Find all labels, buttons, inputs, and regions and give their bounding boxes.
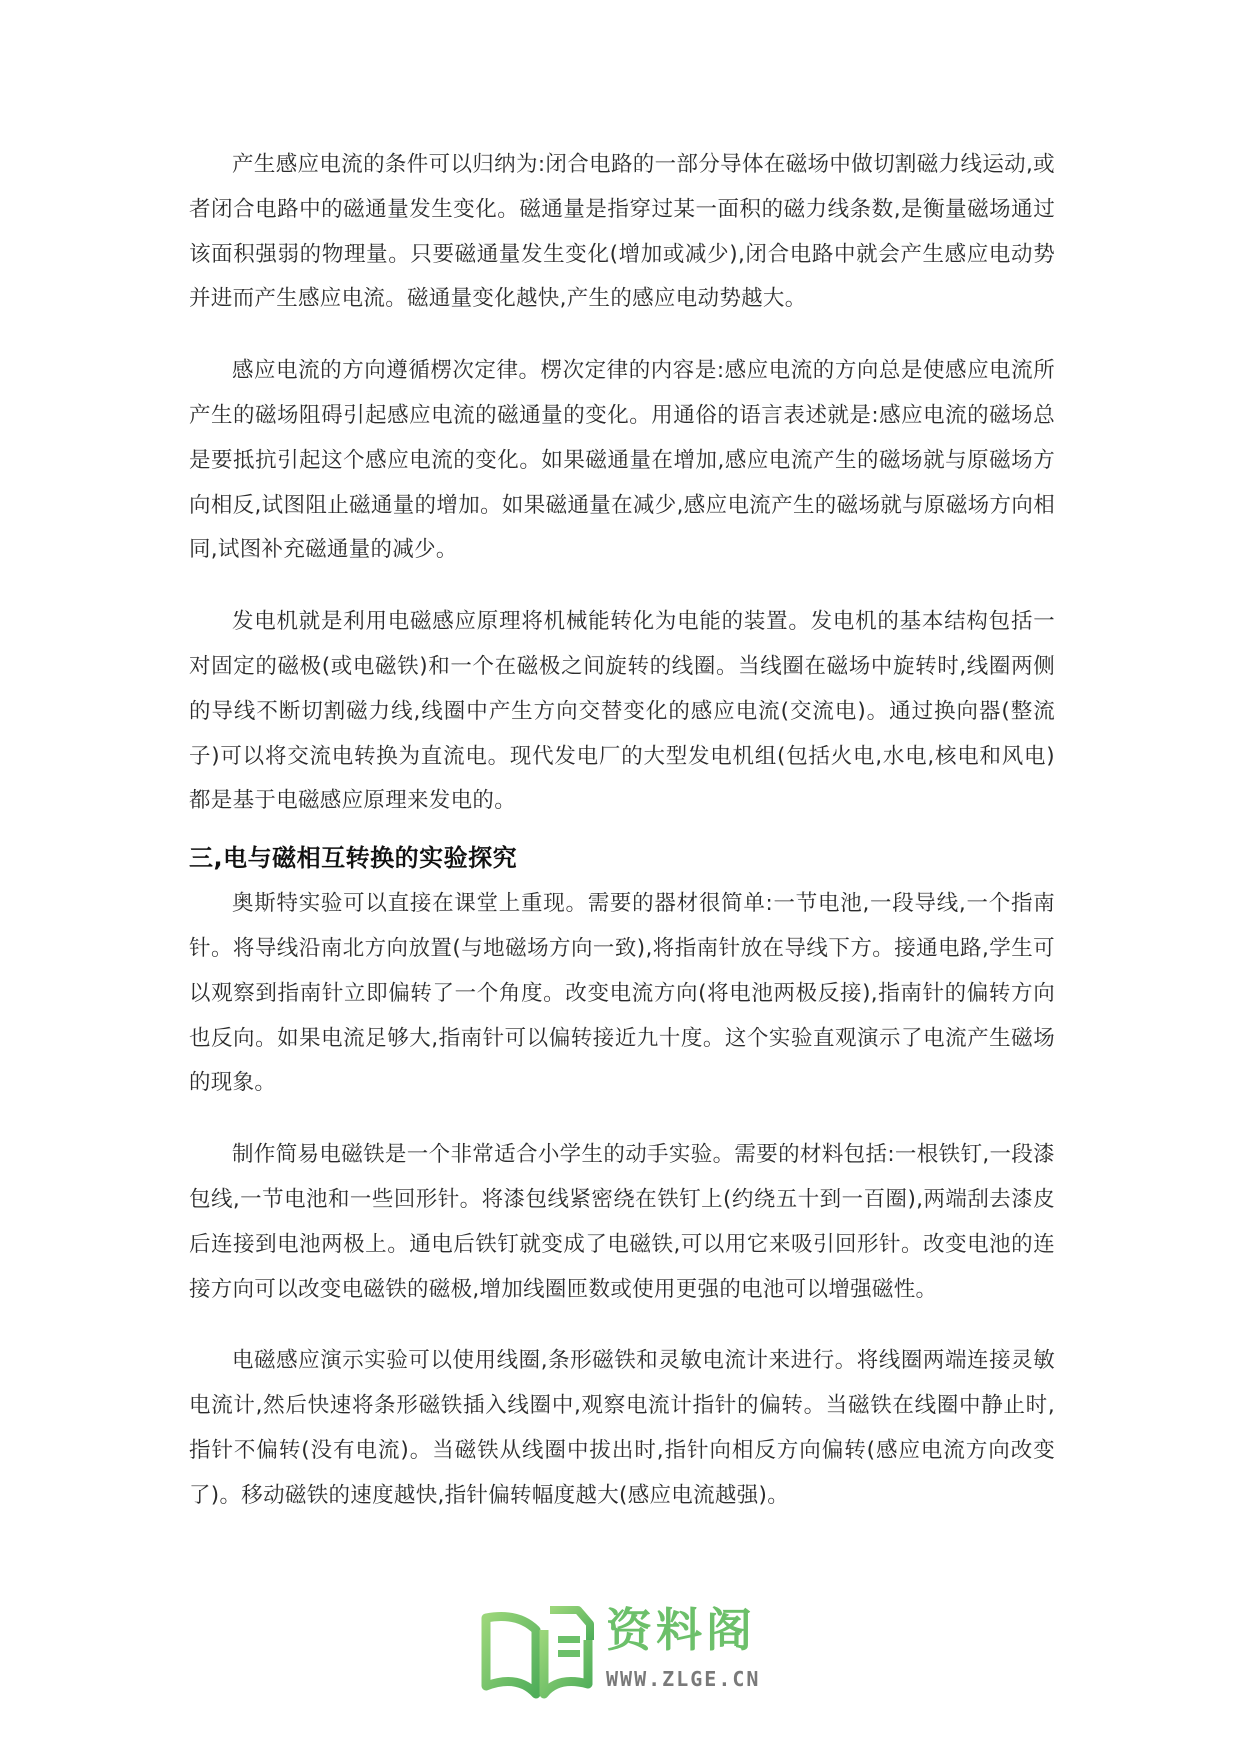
paragraph-generator: 发电机就是利用电磁感应原理将机械能转化为电能的装置。发电机的基本结构包括一对固定的磁极(或电磁铁)和一个在磁极之间旋转的线圈。当线圈在磁场中旋转时,线圈两侧的导线不断切割磁力线,线圈中产生方向交替变化的感应电流(交流电)。通过换向器(整流子)可以将交流电转换为直流电。现代发电厂的大型发电机组(包括火电,水电,核电和风电)都是基于电磁感应原理来发电的。 (189, 609, 1055, 814)
section-heading: 三,电与磁相互转换的实验探究 (189, 844, 518, 873)
paragraph-lenz-law: 感应电流的方向遵循楞次定律。楞次定律的内容是:感应电流的方向总是使感应电流所产生的磁场阻碍引起感应电流的磁通量的变化。用通俗的语言表述就是:感应电流的磁场总是要抵抗引起这个感应电流的变化。如果磁通量在增加,感应电流产生的磁场就与原磁场方向相反,试图阻止磁通量的增加。如果磁通量在减少,感应电流产生的磁场就与原磁场方向相同,试图补充磁通量的减少。 (189, 358, 1055, 563)
watermark-url: WWW.ZLGE.CN (606, 1667, 761, 1691)
paragraph-electromagnet: 制作简易电磁铁是一个非常适合小学生的动手实验。需要的材料包括:一根铁钉,一段漆包线,一节电池和一些回形针。将漆包线紧密绕在铁钉上(约绕五十到一百圈),两端刮去漆皮后连接到电池两极上。通电后铁钉就变成了电磁铁,可以用它来吸引回形针。改变电池的连接方向可以改变电磁铁的磁极,增加线圈匝数或使用更强的电池可以增强磁性。 (189, 1142, 1055, 1302)
paragraph-induction-demo: 电磁感应演示实验可以使用线圈,条形磁铁和灵敏电流计来进行。将线圈两端连接灵敏电流计,然后快速将条形磁铁插入线圈中,观察电流计指针的偏转。当磁铁在线圈中静止时,指针不偏转(没有电流)。当磁铁从线圈中拔出时,指针向相反方向偏转(感应电流方向改变了)。移动磁铁的速度越快,指针偏转幅度越大(感应电流越强)。 (189, 1348, 1055, 1508)
paragraph-induction-conditions: 产生感应电流的条件可以归纳为:闭合电路的一部分导体在磁场中做切割磁力线运动,或者闭合电路中的磁通量发生变化。磁通量是指穿过某一面积的磁力线条数,是衡量磁场通过该面积强弱的物理量。只要磁通量发生变化(增加或减少),闭合电路中就会产生感应电动势并进而产生感应电流。磁通量变化越快,产生的感应电动势越大。 (189, 152, 1055, 312)
watermark-brand: 资料阁 (606, 1603, 756, 1657)
watermark (478, 1600, 778, 1710)
open-book-logo-icon (478, 1600, 598, 1700)
paragraph-oersted-experiment: 奥斯特实验可以直接在课堂上重现。需要的器材很简单:一节电池,一段导线,一个指南针。将导线沿南北方向放置(与地磁场方向一致),将指南针放在导线下方。接通电路,学生可以观察到指南针立即偏转了一个角度。改变电流方向(将电池两极反接),指南针的偏转方向也反向。如果电流足够大,指南针可以偏转接近九十度。这个实验直观演示了电流产生磁场的现象。 (189, 891, 1055, 1096)
document-body (189, 143, 1055, 1546)
